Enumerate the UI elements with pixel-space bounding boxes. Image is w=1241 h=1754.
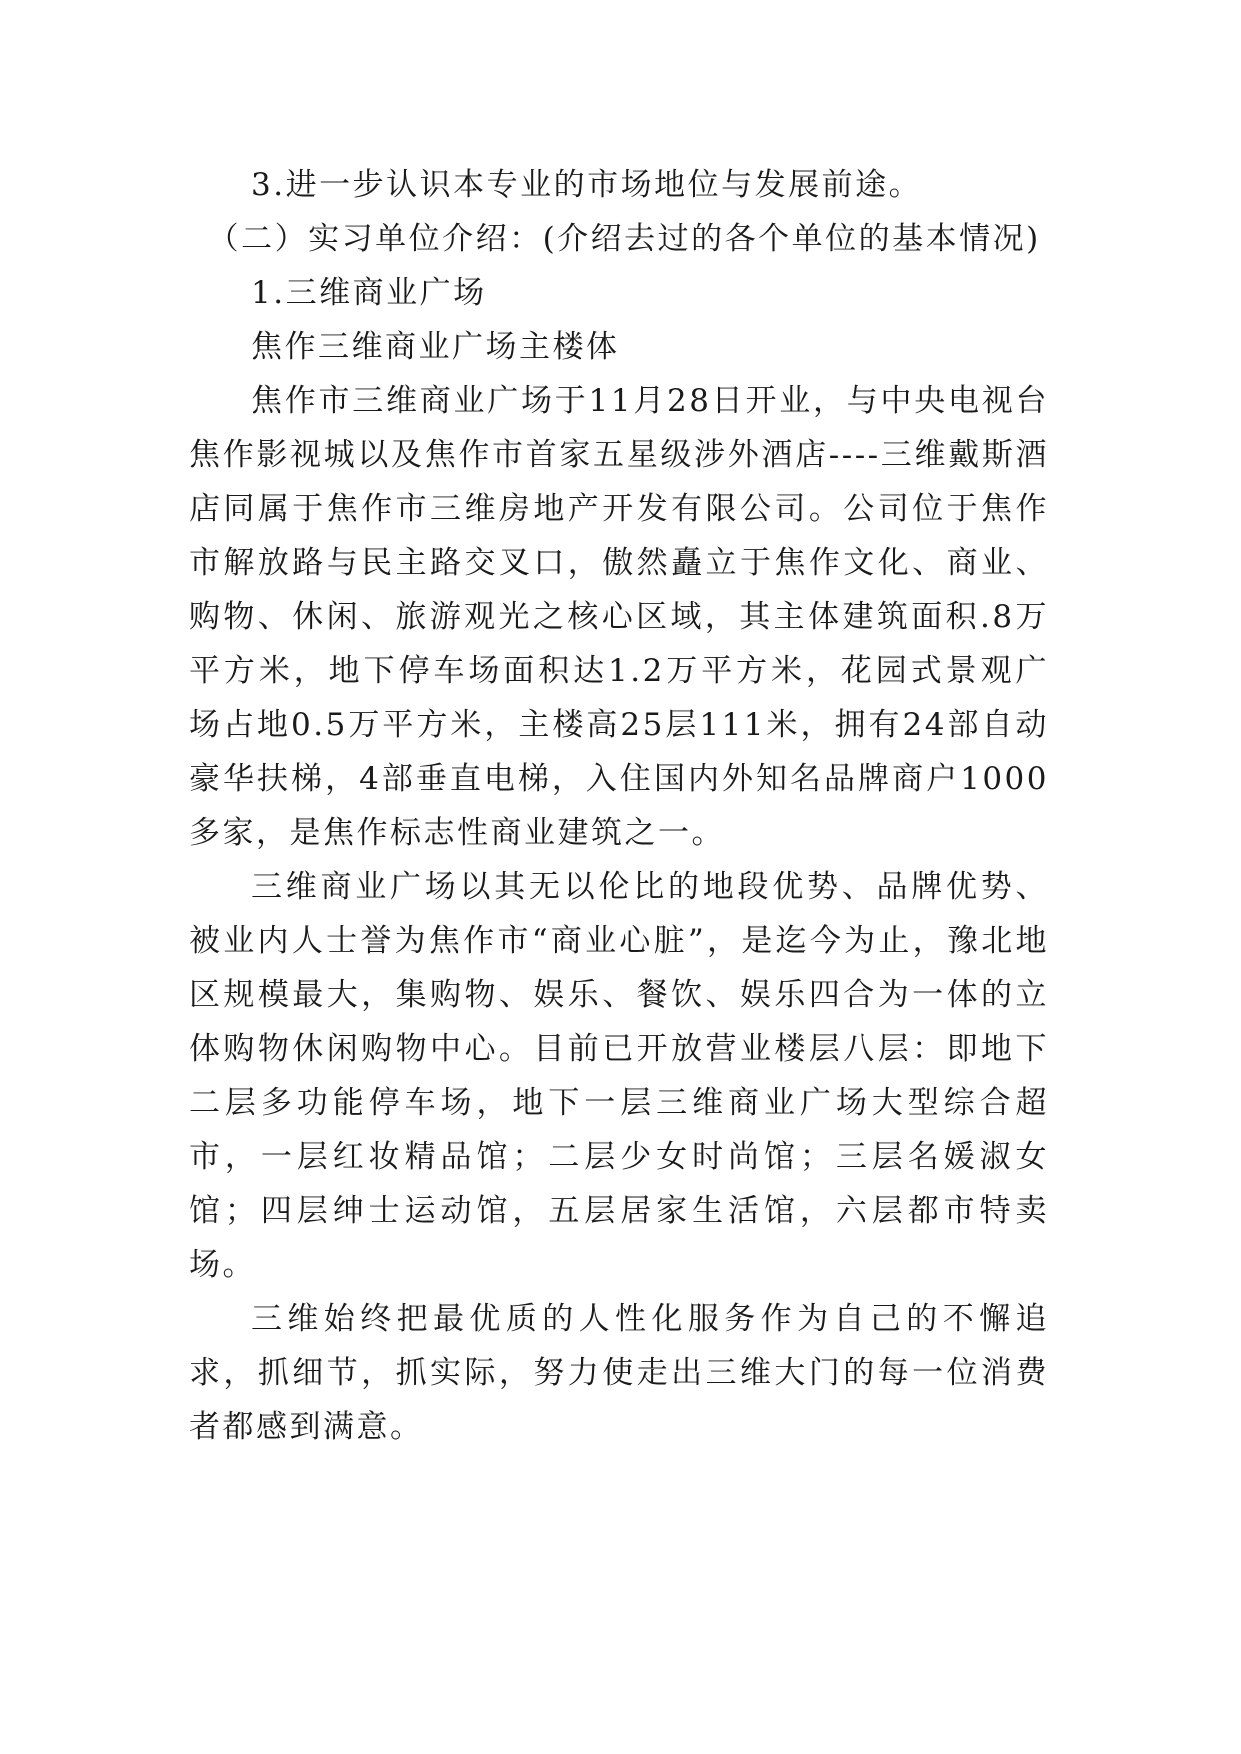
paragraph-main-building: 焦作三维商业广场主楼体 xyxy=(251,329,620,365)
subsection-heading-sanwei-plaza: 1.三维商业广场 xyxy=(251,275,487,311)
section-heading-internship-units: （二）实习单位介绍：(介绍去过的各个单位的基本情况) xyxy=(207,221,1041,257)
document-body xyxy=(189,158,1049,1454)
paragraph-plaza-floors: 三维商业广场以其无以伦比的地段优势、品牌优势、被业内人士誉为焦作市“商业心脏”，是迄今为止，豫北地区规模最大，集购物、娱乐、餐饮、娱乐四合为一体的立体购物休闲购物中心。目前已开放营业楼层八层：即地下二层多功能停车场，地下一层三维商业广场大型综合超市，一层红妆精品馆；二层少女时尚馆；三层名媛淑女馆；四层绅士运动馆，五层居家生活馆，六层都市特卖场。 xyxy=(189,869,1049,1283)
paragraph-plaza-service: 三维始终把最优质的人性化服务作为自己的不懈追求，抓细节，抓实际，努力使走出三维大门的每一位消费者都感到满意。 xyxy=(189,1301,1049,1445)
paragraph-goal-3: 3.进一步认识本专业的市场地位与发展前途。 xyxy=(251,167,923,203)
paragraph-plaza-overview: 焦作市三维商业广场于11月28日开业，与中央电视台焦作影视城以及焦作市首家五星级涉外酒店----三维戴斯酒店同属于焦作市三维房地产开发有限公司。公司位于焦作市解放路与民主路交叉口，傲然矗立于焦作文化、商业、购物、休闲、旅游观光之核心区域，其主体建筑面积.8万平方米，地下停车场面积达1.2万平方米，花园式景观广场占地0.5万平方米，主楼高25层111米，拥有24部自动豪华扶梯，4部垂直电梯，入住国内外知名品牌商户1000多家，是焦作标志性商业建筑之一。 xyxy=(189,383,1049,851)
